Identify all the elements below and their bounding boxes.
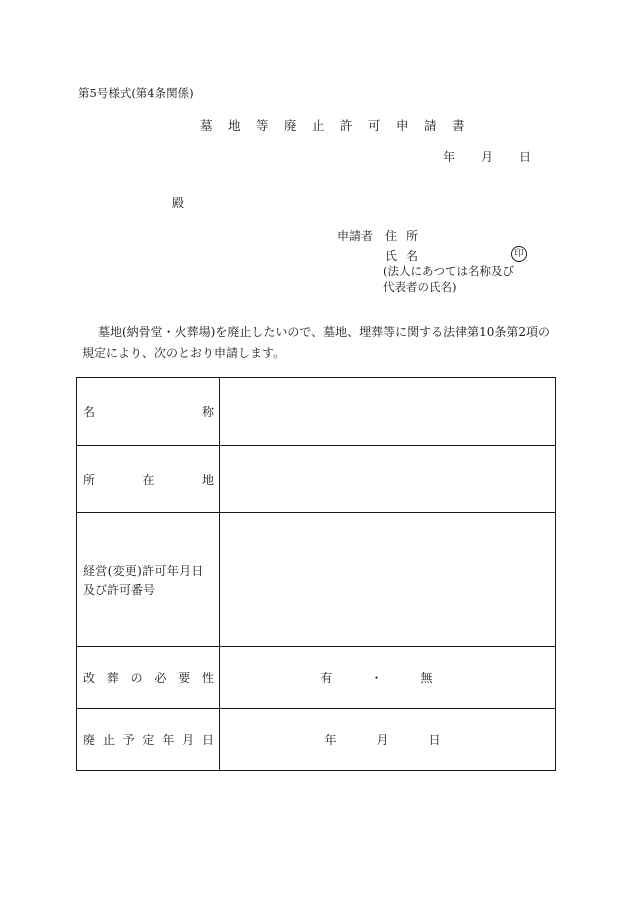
closure-month-label: 月 — [376, 733, 389, 747]
label-char: 改 — [83, 671, 96, 685]
table-row — [77, 709, 556, 771]
name-label: 氏名 — [385, 249, 428, 263]
label-char: 止 — [102, 733, 115, 747]
document-title: 墓地等廃止許可申請書 — [200, 118, 481, 133]
table-row — [77, 647, 556, 709]
closure-day-label: 日 — [428, 733, 441, 747]
address-label: 住所 — [385, 229, 428, 243]
application-statement: 墓地(納骨堂・火葬場)を廃止したいので、墓地、埋葬等に関する法律第10条第2項の規定により、次のとおり申請します。 — [82, 325, 551, 360]
date-day-label: 日 — [519, 150, 532, 164]
label-char: 名 — [83, 405, 96, 419]
reburial-value-cell — [220, 647, 556, 709]
label-char: 要 — [178, 671, 191, 685]
application-date — [443, 148, 531, 165]
label-char: 葬 — [106, 671, 119, 685]
permit-value-cell[interactable] — [220, 513, 556, 647]
corporate-note-line1: (法人にあつては名称及び — [383, 264, 514, 278]
label-char: 定 — [142, 733, 155, 747]
date-year-label: 年 — [443, 150, 456, 164]
label-line: 経営(変更)許可年月日 — [83, 563, 204, 578]
label-char: 所 — [83, 472, 96, 487]
label-cell-permit-date — [77, 513, 220, 647]
recipient-honorific: 殿 — [172, 196, 185, 210]
label-line: 及び許可番号 — [83, 582, 156, 597]
table-row — [77, 513, 556, 647]
label-cell-name — [77, 378, 220, 446]
label-cell-closure-date — [77, 709, 220, 771]
location-value-cell[interactable] — [220, 446, 556, 513]
label-char: 称 — [201, 405, 214, 419]
corporate-note-line2: 代表者の氏名) — [383, 280, 457, 294]
label-char: 地 — [201, 472, 214, 487]
label-char: 性 — [201, 671, 214, 685]
application-table — [76, 377, 556, 771]
table-row — [77, 446, 556, 513]
form-number: 第5号様式(第4条関係) — [78, 86, 194, 100]
label-cell-location — [77, 446, 220, 513]
label-char: 月 — [182, 733, 195, 747]
option-yes[interactable]: 有 — [320, 671, 333, 685]
seal-mark: 印 — [511, 246, 527, 262]
label-char: 年 — [162, 733, 175, 747]
label-char: 在 — [142, 472, 155, 487]
label-char: 予 — [122, 733, 135, 747]
closure-year-label: 年 — [324, 733, 337, 747]
label-char: の — [130, 671, 143, 685]
table-row — [77, 378, 556, 446]
date-month-label: 月 — [481, 150, 494, 164]
label-char: 必 — [154, 671, 167, 685]
option-separator: ・ — [370, 671, 383, 685]
label-cell-reburial — [77, 647, 220, 709]
applicant-label: 申請者 — [337, 229, 374, 243]
option-no[interactable]: 無 — [420, 671, 433, 685]
closure-date-value-cell[interactable] — [220, 709, 556, 771]
label-char: 廃 — [83, 733, 96, 747]
name-value-cell[interactable] — [220, 378, 556, 446]
label-char: 日 — [201, 733, 214, 747]
